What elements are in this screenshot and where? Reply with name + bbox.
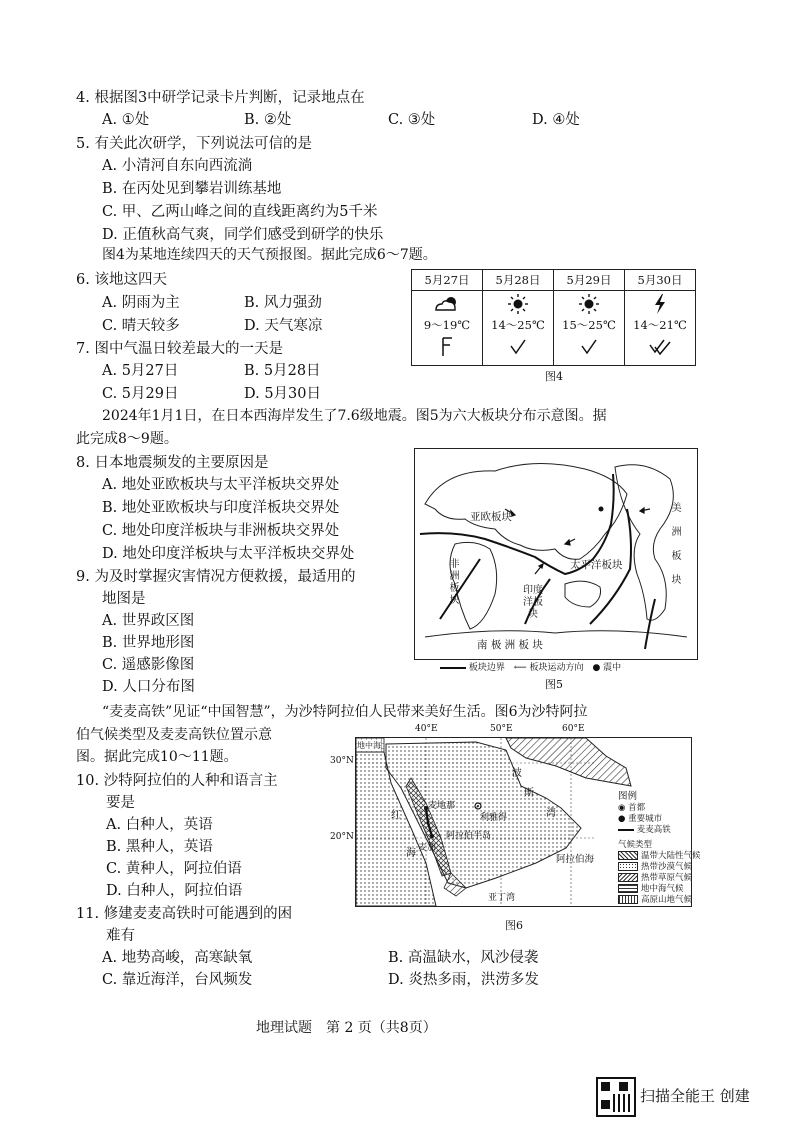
q8-option-c: C. 地处印度洋板块与非洲板块交界处 (102, 523, 340, 539)
qr-code-icon (596, 1077, 636, 1117)
sunny-icon (503, 292, 533, 316)
fig6-lat-20: 20°N (330, 832, 354, 842)
fig6-lon-60: 60°E (562, 724, 585, 734)
fig6-legend-climate-1: 温带大陆性气候 (641, 851, 701, 861)
savanna-swatch-icon (618, 873, 638, 882)
q7-option-a: A. 5月27日 (102, 363, 179, 379)
fig4-temp: 9～19℃ (423, 318, 471, 332)
fig6-caption: 图6 (505, 919, 523, 932)
fig4-date: 5月29日 (566, 273, 612, 287)
intro-8-9-line1: 2024年1月1日，在日本西海岸发生了7.6级地震。图5为六大板块分布示意图。据 (102, 408, 607, 424)
q7-stem: 7. 图中气温日较差最大的一天是 (76, 341, 283, 357)
fig6-label-arabia: 阿拉伯半岛 (446, 831, 492, 841)
railway-icon (618, 829, 634, 831)
fig5-legend (440, 660, 621, 673)
q6-option-d: D. 天气寒凉 (244, 318, 323, 334)
q4-option-c: C. ③处 (388, 112, 436, 128)
q9-option-b: B. 世界地形图 (102, 635, 195, 651)
q8-option-d: D. 地处印度洋板块与太平洋板块交界处 (102, 546, 355, 562)
fig4-date: 5月30日 (637, 273, 683, 287)
fig6-legend-title: 图例 (618, 791, 638, 802)
mediterranean-swatch-icon (618, 884, 638, 893)
capital-icon: ◉ (618, 803, 626, 813)
q6-option-a: A. 阴雨为主 (102, 295, 180, 311)
q4-option-d: D. ④处 (532, 112, 580, 128)
fig6-label-gulf-1: 波 (512, 768, 522, 779)
plate-map-drawing (415, 449, 697, 659)
fig6-lon-40: 40°E (415, 724, 438, 734)
q9-stem-line2: 地图是 (102, 591, 146, 607)
q5-option-b: B. 在丙处见到攀岩训练基地 (102, 181, 282, 197)
fig4-temp: 14～25℃ (491, 318, 545, 332)
wind-single-tick-icon (574, 334, 604, 360)
q8-option-b: B. 地处亚欧板块与印度洋板块交界处 (102, 500, 340, 516)
q10-option-a: A. 白种人，英语 (106, 817, 213, 833)
q11-option-a: A. 地势高峻，高寒缺氧 (102, 950, 253, 966)
fig6-label-gulf-2: 斯 (524, 788, 534, 799)
fig5-label-indian: 印度洋板块 (523, 585, 543, 620)
q4-option-a: A. ①处 (102, 112, 150, 128)
city-icon: ● (618, 814, 626, 824)
q11-stem-line1: 11. 修建麦麦高铁时可能遇到的困 (76, 906, 293, 922)
page-footer: 地理试题 第 2 页（共8页） (256, 1020, 437, 1036)
q5-stem: 5. 有关此次研学，下列说法可信的是 (76, 136, 312, 152)
epicenter-marker-icon (599, 507, 604, 512)
fig4-date: 5月28日 (495, 273, 541, 287)
wind-level-flag-icon (432, 334, 462, 360)
fig4-caption: 图4 (545, 370, 563, 383)
q10-stem-line2: 要是 (106, 795, 135, 811)
fig4-temp: 14～21℃ (633, 318, 687, 332)
fig5-legend-boundary: 板块边界 (468, 663, 505, 673)
fig6-legend-climate-3: 热带草原气候 (641, 873, 693, 883)
fig6-label-red-2: 海 (406, 848, 416, 859)
fig5-label-africa: 非洲板块 (449, 559, 460, 606)
q6-option-b: B. 风力强劲 (244, 295, 322, 311)
fig5-plate-map (414, 448, 698, 660)
intro-10-11-line3: 图。据此完成10～11题。 (76, 749, 238, 765)
q11-option-d: D. 炎热多雨，洪涝多发 (388, 972, 539, 988)
fig5-label-eurasian: 亚欧板块 (470, 511, 512, 523)
intro-10-11-line1: “麦麦高铁”见证“中国智慧”，为沙特阿拉伯人民带来美好生活。图6为沙特阿拉 (102, 704, 588, 720)
q10-option-c: C. 黄种人，阿拉伯语 (106, 861, 242, 877)
q9-stem-line1: 9. 为及时掌握灾害情况方便救援，最适用的 (76, 569, 356, 585)
fig6-legend (618, 788, 701, 906)
q4-option-b: B. ②处 (244, 112, 292, 128)
motion-arrow-icon: ⟵ (513, 663, 527, 673)
wind-double-tick-icon (645, 334, 675, 360)
q4-stem: 4. 根据图3中研学记录卡片判断，记录地点在 (76, 90, 365, 106)
fig6-legend-climate-2: 热带沙漠气候 (641, 862, 693, 872)
watermark-text: 扫描全能王 创建 (640, 1087, 750, 1105)
fig6-label-red-1: 红 (391, 810, 401, 821)
fig6-label-arabian-sea: 阿拉伯海 (556, 854, 595, 865)
q7-option-b: B. 5月28日 (244, 363, 321, 379)
fig6-legend-climate-4: 地中海气候 (641, 884, 684, 894)
fig6-lon-50: 50°E (490, 724, 513, 734)
q6-stem: 6. 该地这四天 (76, 272, 167, 288)
q7-option-c: C. 5月29日 (102, 386, 179, 402)
q5-option-d: D. 正值秋高气爽，同学们感受到研学的快乐 (102, 227, 384, 243)
intro-8-9-line2: 此完成8～9题。 (76, 431, 178, 447)
q5-option-a: A. 小清河自东向西流淌 (102, 158, 253, 174)
q5-option-c: C. 甲、乙两山峰之间的直线距离约为5千米 (102, 204, 378, 220)
fig6-label-gulf-3: 湾 (546, 808, 556, 819)
q11-option-c: C. 靠近海洋，台风频发 (102, 972, 253, 988)
fig6-legend-rail: 麦麦高铁 (636, 825, 671, 835)
fig5-label-pacific: 太平洋板块 (570, 559, 623, 571)
q9-option-c: C. 遥感影像图 (102, 657, 195, 673)
temperate-continental-swatch-icon (618, 851, 638, 860)
intro-6-7: 图4为某地连续四天的天气预报图。据此完成6～7题。 (102, 247, 437, 263)
q6-option-c: C. 晴天较多 (102, 318, 180, 334)
q8-option-a: A. 地处亚欧板块与太平洋板块交界处 (102, 477, 340, 493)
partly-cloudy-icon (432, 292, 462, 316)
desert-swatch-icon (618, 862, 638, 871)
fig6-label-mecca: 麦加 (418, 843, 437, 853)
q11-stem-line2: 难有 (106, 928, 135, 944)
fig6-label-riyadh: 利雅得 (480, 813, 508, 823)
fig6-label-med: 地中海 (357, 741, 381, 750)
q11-option-b: B. 高温缺水，风沙侵袭 (388, 950, 539, 966)
fig6-lat-30: 30°N (330, 756, 354, 766)
fig5-legend-quake: 震中 (603, 663, 622, 673)
fig4-day-1 (412, 270, 483, 365)
fig6-saudi-map (355, 737, 701, 907)
highland-swatch-icon (618, 895, 638, 904)
q10-option-d: D. 白种人，阿拉伯语 (106, 883, 243, 899)
boundary-line-icon (440, 667, 466, 669)
sunny-icon (574, 292, 604, 316)
fig4-weather-table (411, 269, 696, 366)
fig6-legend-city: 重要城市 (628, 814, 663, 824)
fig5-legend-motion: 板块运动方向 (529, 663, 584, 673)
fig6-legend-climate-title: 气候类型 (618, 840, 653, 850)
q9-option-d: D. 人口分布图 (102, 679, 195, 695)
q7-option-d: D. 5月30日 (244, 386, 322, 402)
fig6-legend-capital: 首都 (628, 803, 646, 813)
fig4-temp: 15～25℃ (562, 318, 616, 332)
thunder-icon (645, 292, 675, 316)
q8-stem: 8. 日本地震频发的主要原因是 (76, 455, 269, 471)
fig4-day-3 (554, 270, 625, 365)
intro-10-11-line2: 伯气候类型及麦麦高铁位置示意 (76, 727, 272, 743)
fig4-date: 5月27日 (424, 273, 470, 287)
fig6-label-medina: 麦地那 (428, 801, 456, 811)
fig6-legend-climate-5: 高原山地气候 (641, 895, 693, 905)
fig5-label-antarctic: 南 极 洲 板 块 (477, 639, 543, 651)
q10-stem-line1: 10. 沙特阿拉伯的人种和语言主 (76, 773, 278, 789)
epicenter-dot-icon: ● (592, 663, 601, 673)
fig5-caption: 图5 (545, 678, 563, 691)
fig6-label-aden: 亚丁湾 (488, 893, 516, 903)
wind-single-tick-icon (503, 334, 533, 360)
q10-option-b: B. 黑种人，英语 (106, 839, 213, 855)
fig4-day-2 (483, 270, 554, 365)
city-marker-icon (430, 834, 434, 838)
fig4-day-4 (625, 270, 695, 365)
fig5-label-america: 美洲板块 (671, 503, 682, 586)
q9-option-a: A. 世界政区图 (102, 613, 195, 629)
